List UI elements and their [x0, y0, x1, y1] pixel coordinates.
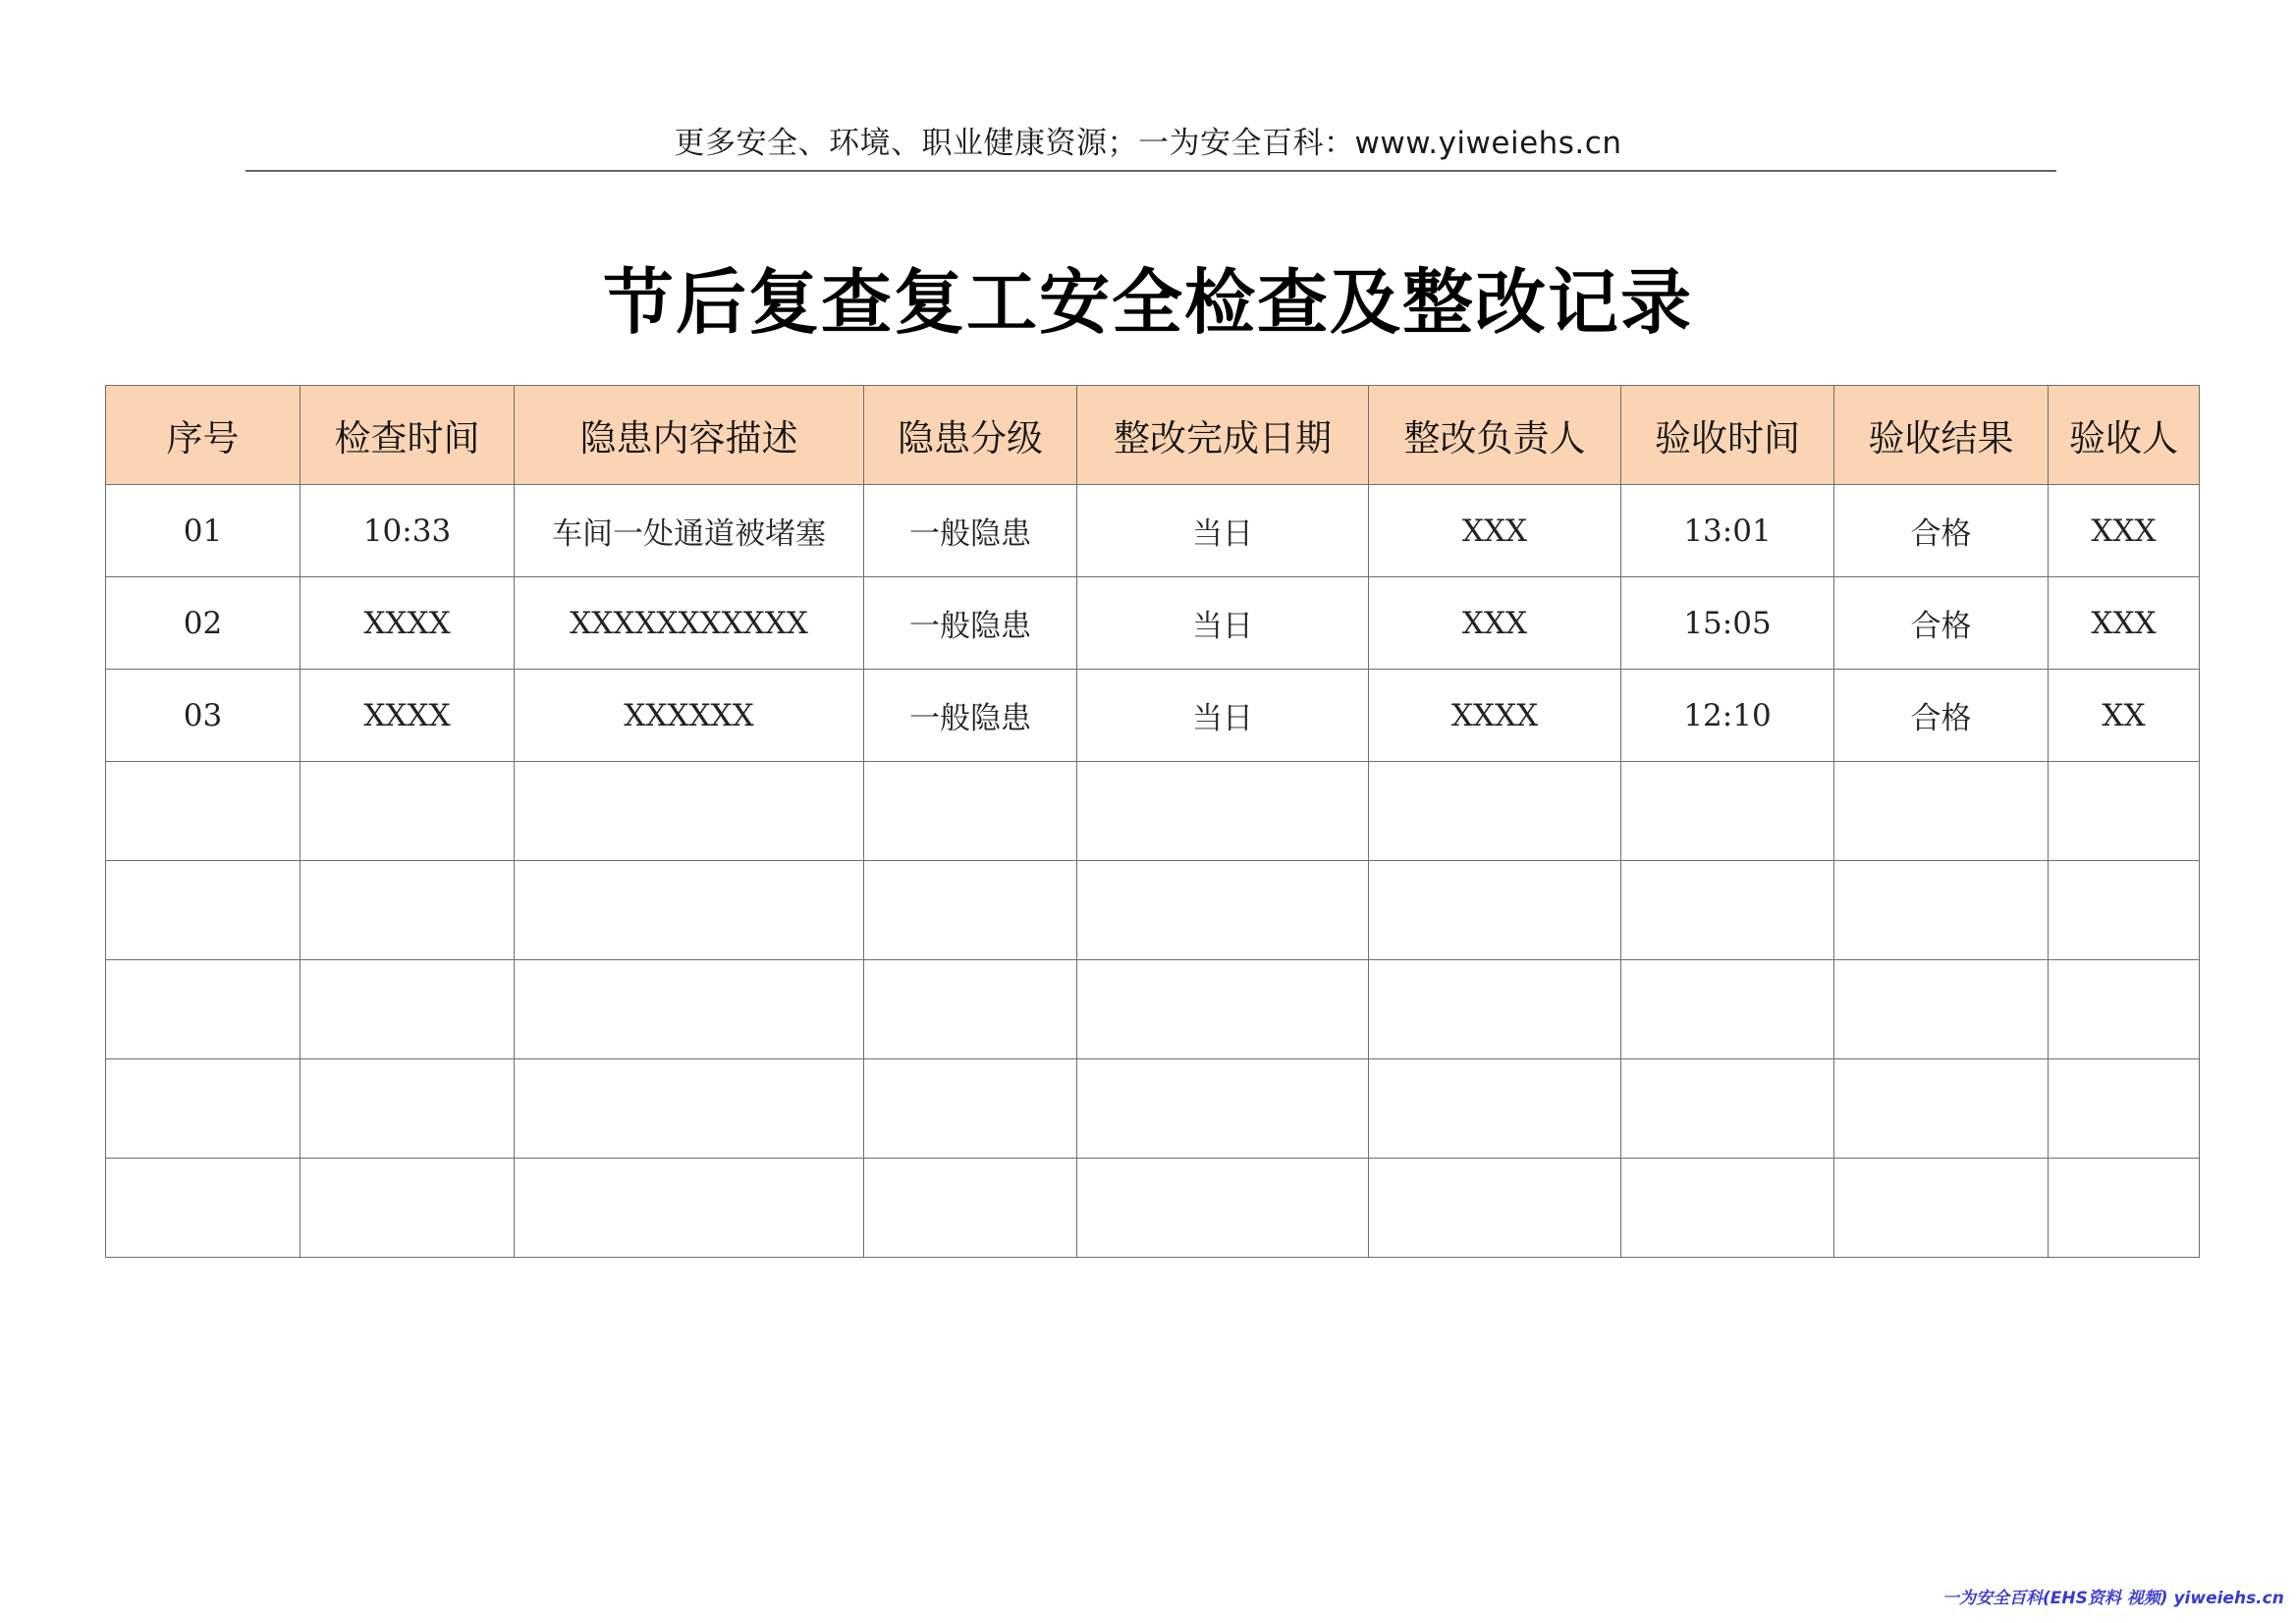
table-cell: 当日 [1077, 577, 1369, 670]
table-cell [2049, 1159, 2200, 1258]
table-cell [864, 1159, 1077, 1258]
table-row [106, 762, 2200, 861]
table-cell: XXXX [301, 577, 515, 670]
table-cell: 13:01 [1621, 485, 1834, 577]
table-cell [515, 960, 864, 1059]
table-cell [1834, 1159, 2049, 1258]
table-header-row [106, 386, 2200, 485]
document-title: 节后复查复工安全检查及整改记录 [602, 261, 1693, 344]
column-header-rectification-owner: 整改负责人 [1369, 386, 1621, 485]
column-header-hazard-level: 隐患分级 [864, 386, 1077, 485]
table-cell: 12:10 [1621, 670, 1834, 762]
table-cell: 15:05 [1621, 577, 1834, 670]
table-cell: XXX [2049, 485, 2200, 577]
table-cell [1834, 960, 2049, 1059]
table-cell: 当日 [1077, 485, 1369, 577]
table-cell [1077, 1059, 1369, 1159]
column-header-acceptance-time: 验收时间 [1621, 386, 1834, 485]
table-cell [1369, 1059, 1621, 1159]
table-cell: XXXX [1369, 670, 1621, 762]
table-row [106, 960, 2200, 1059]
table-cell [515, 1059, 864, 1159]
page-header: 更多安全、环境、职业健康资源；一为安全百科：www.yiweiehs.cn [674, 126, 1622, 161]
table-cell [2049, 861, 2200, 960]
table-cell [301, 1159, 515, 1258]
column-header-inspection-time: 检查时间 [301, 386, 515, 485]
table-cell: XX [2049, 670, 2200, 762]
table-cell [515, 861, 864, 960]
table-cell [1077, 960, 1369, 1059]
table-cell [1077, 861, 1369, 960]
table-cell [1369, 1159, 1621, 1258]
table-cell [1621, 960, 1834, 1059]
table-cell [301, 762, 515, 861]
table-cell [301, 1059, 515, 1159]
table-row [106, 1159, 2200, 1258]
table-cell: 合格 [1834, 577, 2049, 670]
table-row [106, 861, 2200, 960]
table-cell [301, 861, 515, 960]
table-cell [106, 1159, 301, 1258]
table-cell [1369, 861, 1621, 960]
table-cell: 03 [106, 670, 301, 762]
table-cell [1077, 762, 1369, 861]
table-cell [301, 960, 515, 1059]
table-cell [1834, 762, 2049, 861]
table-cell: 车间一处通道被堵塞 [515, 485, 864, 577]
table-cell [864, 1059, 1077, 1159]
table-cell: 一般隐患 [864, 577, 1077, 670]
table-cell [1369, 960, 1621, 1059]
table-cell [1834, 861, 2049, 960]
column-header-acceptor: 验收人 [2049, 386, 2200, 485]
table-row [106, 670, 2200, 762]
column-header-serial-number: 序号 [106, 386, 301, 485]
table-cell: XXX [1369, 577, 1621, 670]
table-cell: XXXX [301, 670, 515, 762]
table-cell [1369, 762, 1621, 861]
table-cell [1621, 1059, 1834, 1159]
header-divider [246, 170, 2056, 172]
table-cell: XXX [2049, 577, 2200, 670]
table-cell [864, 861, 1077, 960]
table-cell: 01 [106, 485, 301, 577]
table-cell [1077, 1159, 1369, 1258]
table-cell [515, 762, 864, 861]
table-cell [106, 762, 301, 861]
table-row [106, 1059, 2200, 1159]
page-footer-watermark: 一为安全百科(EHS资料 视频) yiweiehs.cn [1942, 1589, 2284, 1608]
table-cell: XXXXXXXXXXX [515, 577, 864, 670]
table-row [106, 577, 2200, 670]
table-cell: 当日 [1077, 670, 1369, 762]
table-cell: 合格 [1834, 485, 2049, 577]
table-cell [106, 960, 301, 1059]
table-cell: 10:33 [301, 485, 515, 577]
table-cell: 一般隐患 [864, 485, 1077, 577]
table-cell [106, 861, 301, 960]
table-cell [864, 762, 1077, 861]
table-cell [1621, 861, 1834, 960]
table-cell [1834, 1059, 2049, 1159]
table-cell [1621, 1159, 1834, 1258]
table-cell: 合格 [1834, 670, 2049, 762]
table-row [106, 485, 2200, 577]
table-cell [864, 960, 1077, 1059]
table-cell [515, 1159, 864, 1258]
column-header-acceptance-result: 验收结果 [1834, 386, 2049, 485]
table-cell: XXXXXX [515, 670, 864, 762]
column-header-rectification-date: 整改完成日期 [1077, 386, 1369, 485]
inspection-record-table [105, 385, 2200, 1258]
table-cell [106, 1059, 301, 1159]
table-cell [2049, 1059, 2200, 1159]
table-cell: 02 [106, 577, 301, 670]
table-cell: 一般隐患 [864, 670, 1077, 762]
column-header-hazard-description: 隐患内容描述 [515, 386, 864, 485]
table-cell [2049, 960, 2200, 1059]
table-cell [1621, 762, 1834, 861]
table-cell: XXX [1369, 485, 1621, 577]
table-cell [2049, 762, 2200, 861]
